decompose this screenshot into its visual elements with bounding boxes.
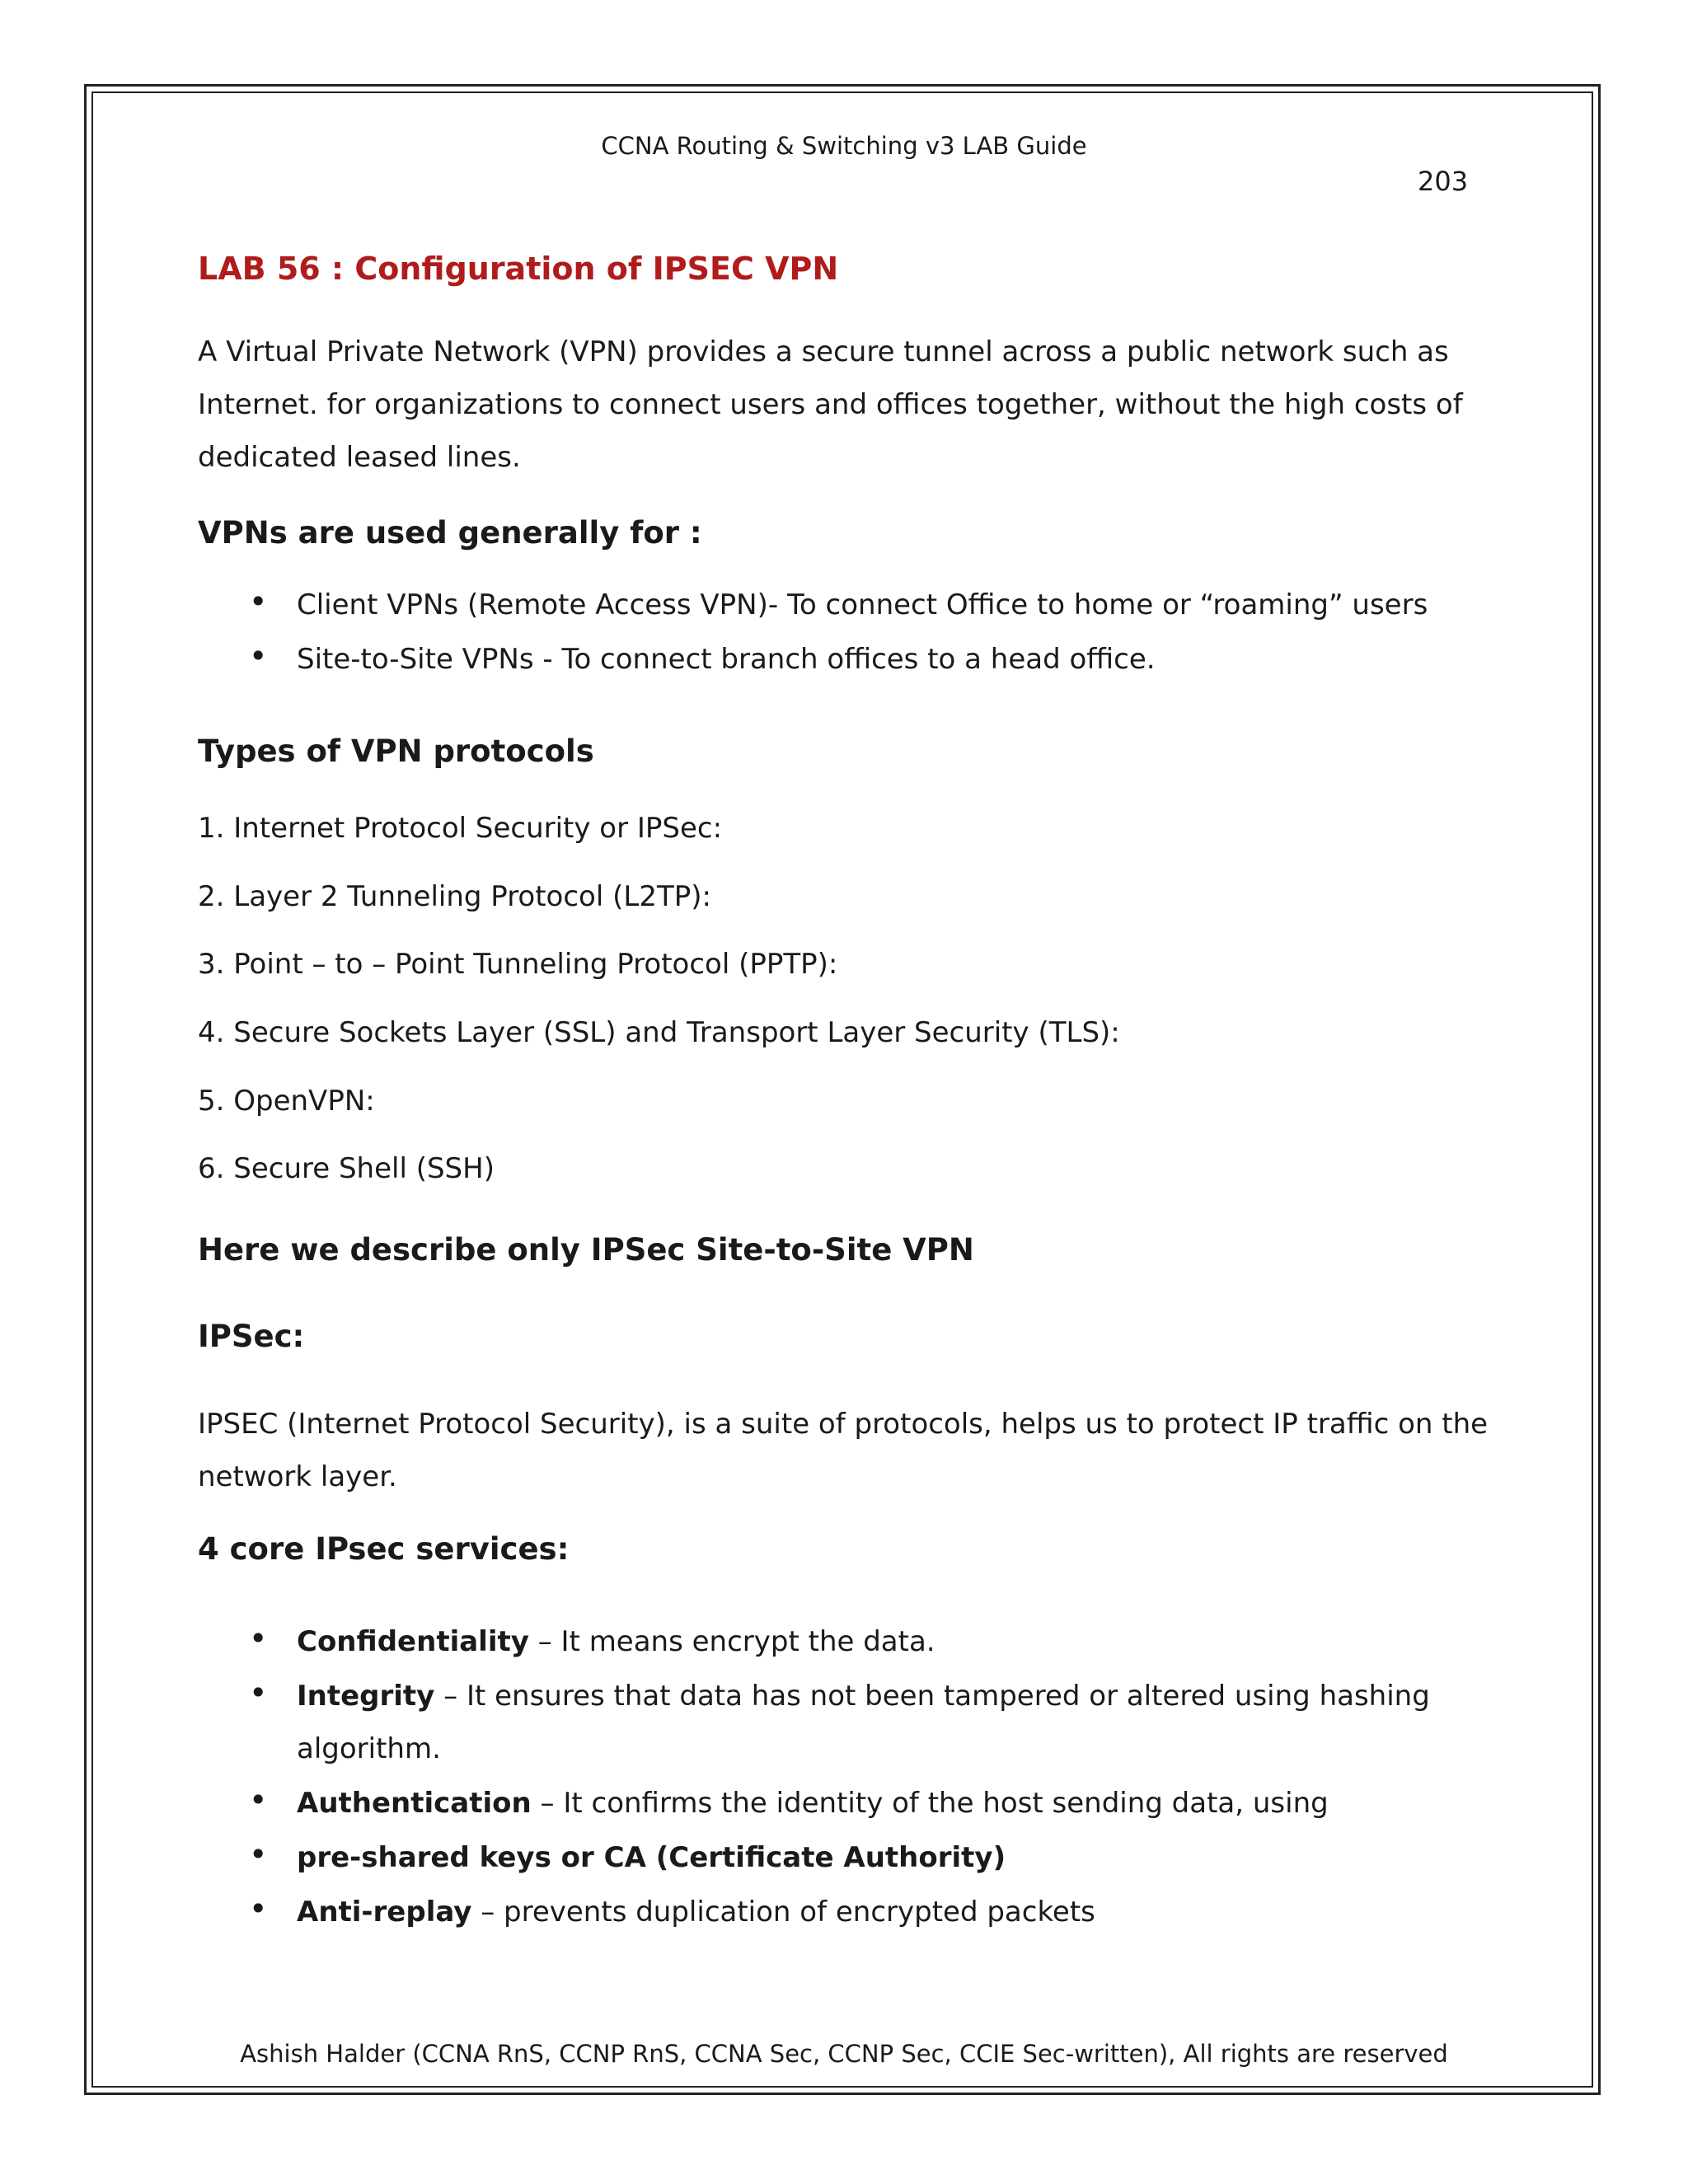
protocol-item-2: 2. Layer 2 Tunneling Protocol (L2TP): <box>198 880 711 913</box>
bullet-icon: • <box>249 1782 268 1818</box>
protocol-item-5: 5. OpenVPN: <box>198 1085 375 1118</box>
protocols-heading: Types of VPN protocols <box>198 733 594 769</box>
service-item-anti-replay: Anti-replay – prevents duplication of encrypted packets <box>297 1896 1095 1929</box>
footer-copyright: Ashish Halder (CCNA RnS, CCNP RnS, CCNA Sec, CCNP Sec, CCIE Sec-written), All rights are reserved <box>240 2040 1448 2068</box>
services-heading: 4 core IPsec services: <box>198 1531 570 1567</box>
bullet-icon: • <box>249 638 268 674</box>
bullet-icon: • <box>249 1836 268 1872</box>
bullet-icon: • <box>249 1675 268 1711</box>
ipsec-line-2: network layer. <box>198 1460 397 1493</box>
service-item-integrity: Integrity – It ensures that data has not been tampered or altered using hashing <box>297 1680 1430 1713</box>
uses-heading: VPNs are used generally for : <box>198 515 702 551</box>
uses-item-2: Site-to-Site VPNs - To connect branch offices to a head office. <box>297 643 1156 676</box>
page-number: 203 <box>1418 166 1469 197</box>
protocol-item-6: 6. Secure Shell (SSH) <box>198 1152 495 1185</box>
ipsec-line-1: IPSEC (Internet Protocol Security), is a suite of protocols, helps us to protect IP traffic on the <box>198 1408 1489 1441</box>
uses-item-1: Client VPNs (Remote Access VPN)- To connect Office to home or “roaming” users <box>297 588 1428 621</box>
intro-line-1: A Virtual Private Network (VPN) provides a secure tunnel across a public network such as <box>198 335 1449 368</box>
describe-heading: Here we describe only IPSec Site-to-Site VPN <box>198 1232 974 1268</box>
bullet-icon: • <box>249 1891 268 1927</box>
intro-line-3: dedicated leased lines. <box>198 441 521 474</box>
lab-title: LAB 56 : Configuration of IPSEC VPN <box>198 251 839 287</box>
service-item-preshared-keys: pre-shared keys or CA (Certificate Authority) <box>297 1841 1006 1874</box>
intro-line-2: Internet. for organizations to connect users and offices together, without the high costs of <box>198 388 1463 421</box>
bullet-icon: • <box>249 1620 268 1657</box>
service-item-confidentiality: Confidentiality – It means encrypt the data. <box>297 1625 935 1658</box>
service-item-authentication: Authentication – It confirms the identity of the host sending data, using <box>297 1787 1329 1820</box>
header-title: CCNA Routing & Switching v3 LAB Guide <box>601 132 1087 160</box>
service-item-integrity-continued: algorithm. <box>297 1732 441 1765</box>
protocol-item-4: 4. Secure Sockets Layer (SSL) and Transport Layer Security (TLS): <box>198 1016 1120 1049</box>
bullet-icon: • <box>249 583 268 620</box>
protocol-item-1: 1. Internet Protocol Security or IPSec: <box>198 812 723 845</box>
protocol-item-3: 3. Point – to – Point Tunneling Protocol (PPTP): <box>198 948 838 981</box>
ipsec-heading: IPSec: <box>198 1319 305 1354</box>
